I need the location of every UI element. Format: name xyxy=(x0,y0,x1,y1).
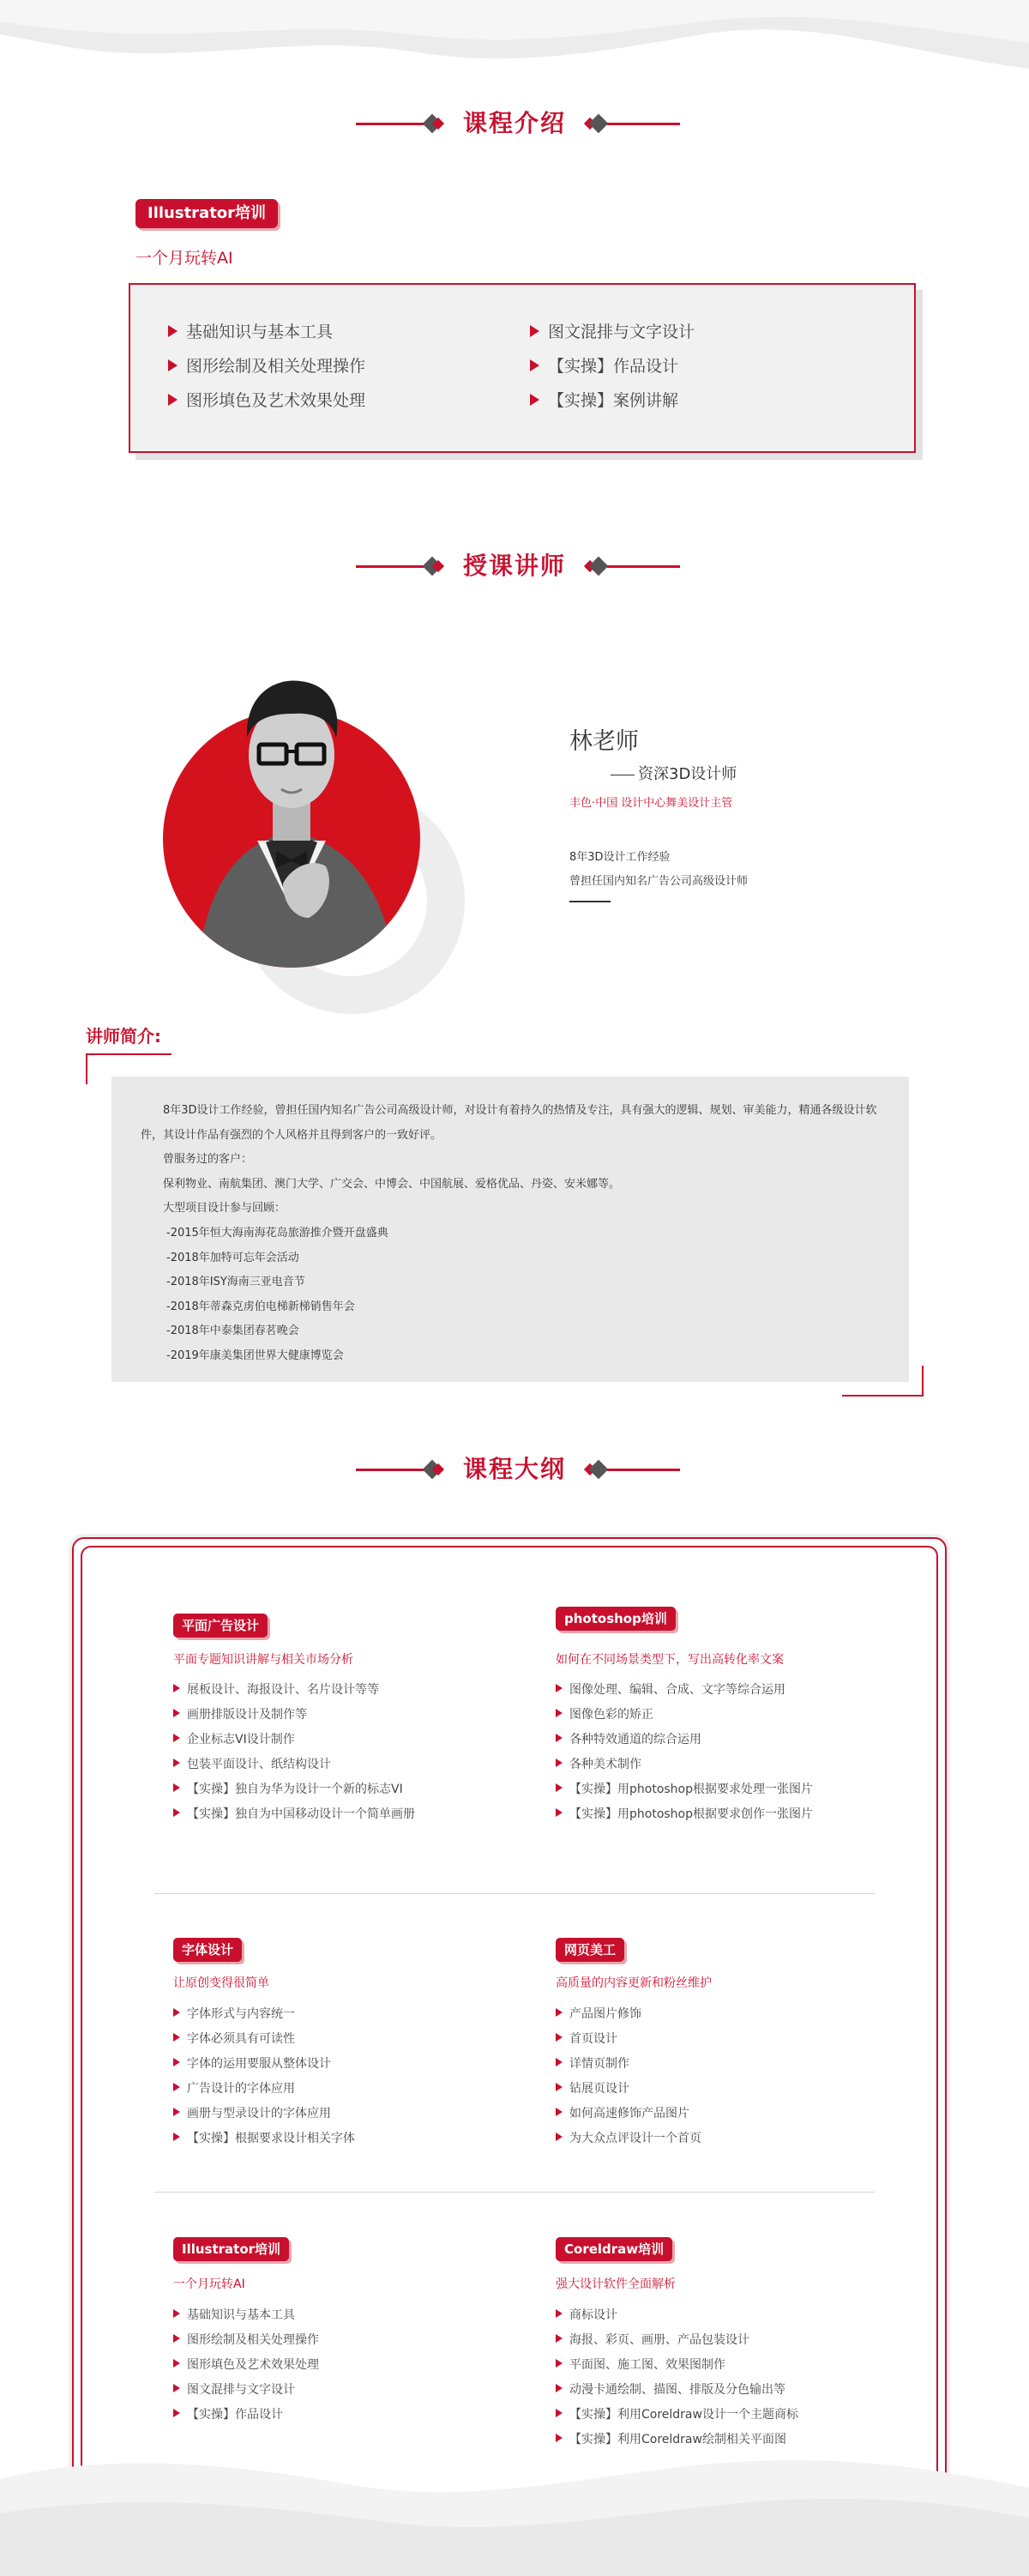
section-title-text: 课程大纲 xyxy=(462,1455,566,1483)
teacher-experience: 曾担任国内知名广告公司高级设计师 xyxy=(569,875,749,888)
list-item: 字体必须具有可读性 xyxy=(173,2030,295,2047)
arrow-right-icon xyxy=(173,1734,180,1742)
course-tag: 平面广告设计 xyxy=(173,1614,268,1638)
top-wave-decoration xyxy=(0,0,1029,77)
arrow-right-icon xyxy=(173,1759,180,1767)
arrow-right-icon xyxy=(173,1684,180,1692)
list-item: 【实操】利用Coreldraw绘制相关平面图 xyxy=(556,2430,786,2447)
arrow-right-icon xyxy=(556,2409,563,2417)
list-item: 企业标志VI设计制作 xyxy=(173,1730,295,1747)
title-line-left xyxy=(356,1469,424,1471)
list-item: 产品图片修饰 xyxy=(556,2005,641,2022)
arrow-right-icon xyxy=(556,1734,563,1742)
list-item: 图文混排与文字设计 xyxy=(173,2380,295,2398)
bio-line: -2019年康美集团世界大健康博览会 xyxy=(166,1348,344,1362)
list-item: 图文混排与文字设计 xyxy=(530,319,695,342)
list-item: 基础知识与基本工具 xyxy=(173,2306,295,2323)
bio-box xyxy=(111,1077,909,1382)
arrow-right-icon xyxy=(556,1783,563,1792)
arrow-right-icon xyxy=(556,2133,563,2141)
list-item: 图像处理、编辑、合成、文字等综合运用 xyxy=(556,1680,785,1698)
list-item: 首页设计 xyxy=(556,2030,617,2047)
arrow-right-icon xyxy=(168,359,178,371)
arrow-right-icon xyxy=(556,2309,563,2318)
list-item: 展板设计、海报设计、名片设计等等 xyxy=(173,1680,379,1698)
list-item: 平面图、施工图、效果图制作 xyxy=(556,2356,725,2373)
list-item: 广告设计的字体应用 xyxy=(173,2079,295,2096)
arrow-right-icon xyxy=(173,2108,180,2116)
divider xyxy=(569,901,611,902)
arrow-right-icon xyxy=(556,1709,563,1717)
list-item: 【实操】独自为华为设计一个新的标志VI xyxy=(173,1780,403,1797)
arrow-right-icon xyxy=(173,2008,180,2017)
course-subtitle: 强大设计软件全面解析 xyxy=(556,2277,676,2291)
section-title-outline xyxy=(0,1452,1029,1487)
arrow-right-icon xyxy=(173,2409,180,2417)
arrow-right-icon xyxy=(556,2083,563,2091)
list-item: 图形绘制及相关处理操作 xyxy=(173,2331,319,2348)
course-tag: photoshop培训 xyxy=(556,1607,676,1631)
arrow-right-icon xyxy=(173,2359,180,2368)
list-item: 海报、彩页、画册、产品包装设计 xyxy=(556,2331,749,2348)
list-item: 各种美术制作 xyxy=(556,1755,641,1772)
arrow-right-icon xyxy=(173,1709,180,1717)
bio-line: -2015年恒大海南海花岛旅游推介暨开盘盛典 xyxy=(166,1226,388,1240)
course-subtitle: 让原创变得很简单 xyxy=(173,1976,269,1990)
title-line-left xyxy=(356,123,424,125)
arrow-right-icon xyxy=(556,2008,563,2017)
list-item: 基础知识与基本工具 xyxy=(168,319,333,342)
arrow-right-icon xyxy=(530,359,539,371)
bottom-wave-decoration xyxy=(0,2436,1029,2576)
arrow-right-icon xyxy=(556,1684,563,1692)
course-tag: Coreldraw培训 xyxy=(556,2237,672,2261)
bio-line: 大型项目设计参与回顾： xyxy=(163,1202,286,1216)
intro-subtitle: 一个月玩转AI xyxy=(135,249,233,268)
section-title-teacher xyxy=(0,549,1029,583)
teacher-title: 资深3D设计师 xyxy=(611,762,737,784)
arrow-right-icon xyxy=(556,2359,563,2368)
bio-line: -2018年加特可忘年会活动 xyxy=(166,1251,299,1264)
list-item: 【实操】用photoshop根据要求创作一张图片 xyxy=(556,1805,813,1822)
arrow-right-icon xyxy=(173,1808,180,1817)
arrow-right-icon xyxy=(173,2384,180,2392)
course-subtitle: 一个月玩转AI xyxy=(173,2277,245,2291)
bio-title: 讲师简介: xyxy=(86,1026,161,1047)
arrow-right-icon xyxy=(173,2083,180,2091)
course-tag: 网页美工 xyxy=(556,1938,624,1962)
list-item: 【实操】根据要求设计相关字体 xyxy=(173,2129,355,2146)
intro-box xyxy=(129,283,916,453)
section-title-text: 课程介绍 xyxy=(462,109,566,137)
list-item: 各种特效通道的综合运用 xyxy=(556,1730,701,1747)
list-item: 图形绘制及相关处理操作 xyxy=(168,353,365,377)
list-item: 【实操】用photoshop根据要求处理一张图片 xyxy=(556,1780,813,1797)
list-item: 字体的运用要服从整体设计 xyxy=(173,2054,331,2072)
list-item: 图形填色及艺术效果处理 xyxy=(168,388,365,411)
course-subtitle: 如何在不同场景类型下，写出高转化率文案 xyxy=(556,1653,784,1667)
list-item: 商标设计 xyxy=(556,2306,617,2323)
arrow-right-icon xyxy=(556,2058,563,2066)
arrow-right-icon xyxy=(556,2033,563,2042)
list-item: 如何高速修饰产品图片 xyxy=(556,2104,689,2121)
arrow-right-icon xyxy=(530,325,539,337)
section-title-intro xyxy=(0,106,1029,141)
arrow-right-icon xyxy=(173,2309,180,2318)
arrow-right-icon xyxy=(173,1783,180,1792)
title-diamond xyxy=(589,114,609,134)
list-item: 图形填色及艺术效果处理 xyxy=(173,2356,319,2373)
list-item: 画册排版设计及制作等 xyxy=(173,1705,307,1722)
list-item: 钻展页设计 xyxy=(556,2079,629,2096)
arrow-right-icon xyxy=(556,2384,563,2392)
list-item: 画册与型录设计的字体应用 xyxy=(173,2104,331,2121)
title-line-right xyxy=(607,123,680,125)
list-item: 【实操】作品设计 xyxy=(173,2405,283,2422)
course-subtitle: 平面专题知识讲解与相关市场分析 xyxy=(173,1653,353,1667)
bio-line: 保利物业、南航集团、澳门大学、广交会、中博会、中国航展、爱格优品、丹姿、安米娜等。 xyxy=(163,1177,621,1191)
divider xyxy=(154,1893,875,1894)
list-item: 动漫卡通绘制、描图、排版及分色输出等 xyxy=(556,2380,785,2398)
list-item: 【实操】案例讲解 xyxy=(530,388,678,411)
title-line-right xyxy=(607,565,680,568)
bio-line: -2018年ISY海南三亚电音节 xyxy=(166,1276,305,1289)
arrow-right-icon xyxy=(173,2058,180,2066)
arrow-right-icon xyxy=(168,325,178,337)
list-item: 详情页制作 xyxy=(556,2054,629,2072)
arrow-right-icon xyxy=(173,2133,180,2141)
section-title-text: 授课讲师 xyxy=(462,552,566,580)
list-item: 【实操】作品设计 xyxy=(530,353,678,377)
title-diamond xyxy=(589,557,609,576)
divider xyxy=(154,2192,875,2193)
arrow-right-icon xyxy=(173,2033,180,2042)
bio-line: -2018年蒂森克虏伯电梯新梯销售年会 xyxy=(166,1300,355,1313)
list-item: 【实操】独自为中国移动设计一个简单画册 xyxy=(173,1805,415,1822)
arrow-right-icon xyxy=(556,2434,563,2442)
course-tag: 字体设计 xyxy=(173,1938,242,1962)
teacher-experience: 8年3D设计工作经验 xyxy=(569,851,671,864)
teacher-name: 林老师 xyxy=(569,728,639,755)
list-item: 图像色彩的矫正 xyxy=(556,1705,653,1722)
intro-tag: Illustrator培训 xyxy=(135,199,278,228)
arrow-right-icon xyxy=(556,2108,563,2116)
title-diamond xyxy=(589,1460,609,1480)
arrow-right-icon xyxy=(173,2334,180,2343)
title-line-left xyxy=(356,565,424,568)
list-item: 包装平面设计、纸结构设计 xyxy=(173,1755,331,1772)
list-item: 【实操】利用Coreldraw设计一个主题商标 xyxy=(556,2405,798,2422)
arrow-right-icon xyxy=(556,1759,563,1767)
teacher-role: 丰色·中国 设计中心舞美设计主管 xyxy=(569,797,733,810)
arrow-right-icon xyxy=(556,1808,563,1817)
course-subtitle: 高质量的内容更新和粉丝维护 xyxy=(556,1976,712,1990)
arrow-right-icon xyxy=(556,2334,563,2343)
bio-line: -2018年中泰集团春茗晚会 xyxy=(166,1324,299,1338)
list-item: 为大众点评设计一个首页 xyxy=(556,2129,701,2146)
arrow-right-icon xyxy=(168,394,178,406)
bracket-decoration xyxy=(842,1366,924,1397)
title-line-right xyxy=(607,1469,680,1471)
teacher-portrait xyxy=(163,626,523,1021)
course-tag: Illustrator培训 xyxy=(173,2237,289,2261)
list-item: 字体形式与内容统一 xyxy=(173,2005,295,2022)
bio-paragraph: 8年3D设计工作经验，曾担任国内知名广告公司高级设计师，对设计有着持久的热情及专注，具有强大的逻辑、规划、审美能力，精通各级设计软件，其设计作品有强烈的个人风格并且得到客户的一致好评。 xyxy=(141,1104,877,1142)
bio-line: 曾服务过的客户： xyxy=(163,1153,253,1167)
arrow-right-icon xyxy=(530,394,539,406)
